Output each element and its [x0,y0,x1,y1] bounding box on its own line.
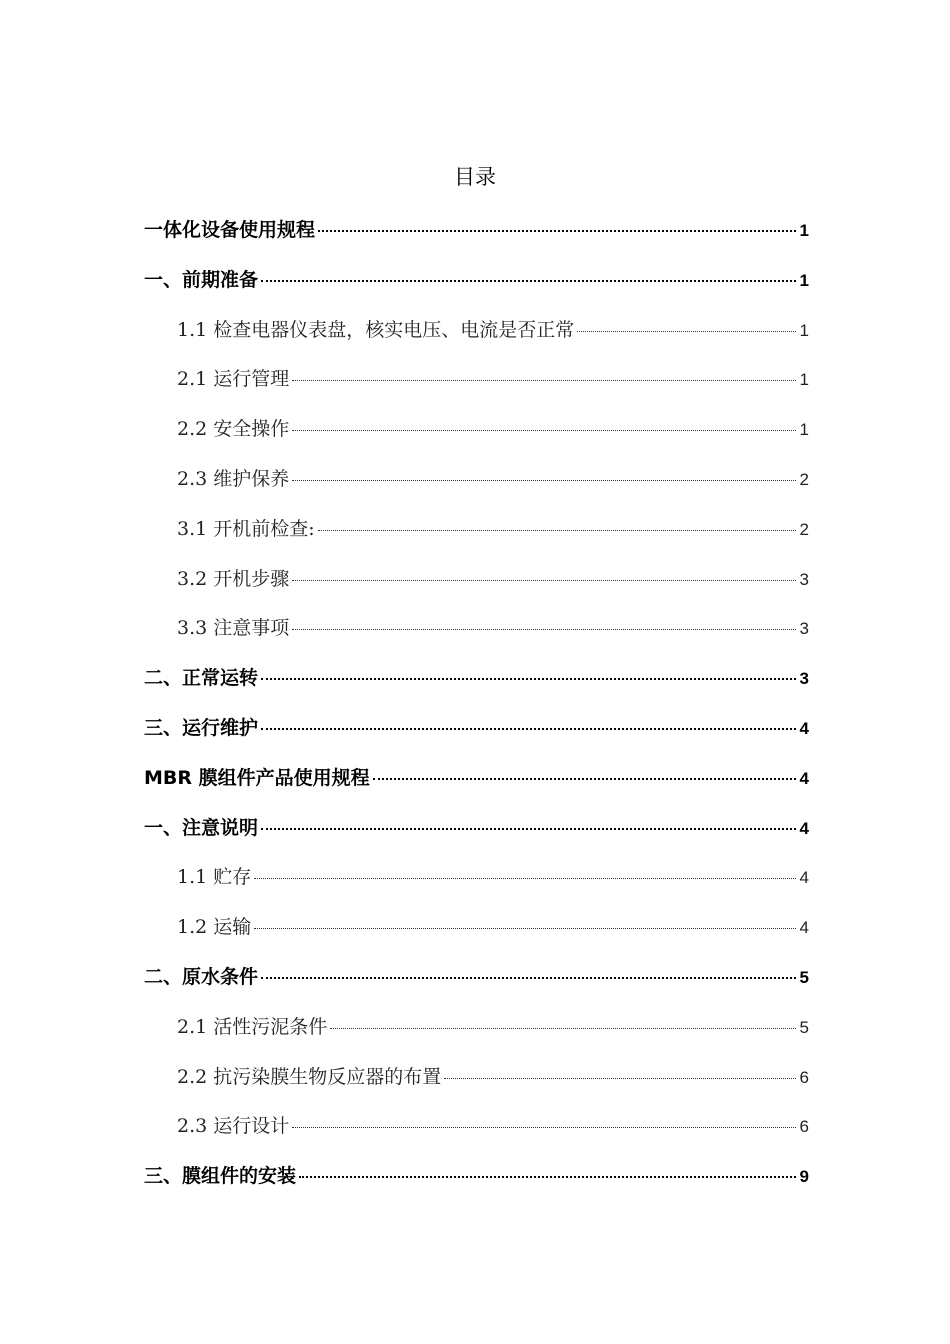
dot-leader [292,429,796,431]
toc-entry-label: 2.3 维护保养 [177,467,290,490]
dot-leader [330,1027,796,1029]
dot-leader [261,727,796,730]
dot-leader [292,579,796,581]
toc-entry[interactable] [144,805,809,855]
toc-entry-page: 3 [799,619,809,639]
toc-entry[interactable] [144,356,809,406]
toc-entry-label: 2.2 安全操作 [177,418,290,441]
dot-leader [261,677,796,680]
dot-leader [292,628,796,630]
toc-entry-page: 9 [799,1167,809,1187]
dot-leader [261,976,796,979]
toc-entry-page: 5 [799,967,809,987]
toc-entry[interactable] [144,655,809,705]
toc-entry-label: 3.3 注意事项 [177,617,290,640]
toc-entry[interactable] [144,605,809,655]
dot-leader [261,279,796,282]
toc-entry[interactable] [144,1103,809,1153]
toc-entry[interactable] [144,755,809,805]
dot-leader [254,877,796,879]
toc-entry-label: 一、前期准备 [144,268,259,291]
toc-entry-page: 4 [799,768,809,788]
toc-entry[interactable] [144,506,809,556]
toc-entry-page: 4 [799,868,809,888]
dot-leader [254,927,796,929]
dot-leader [292,479,796,481]
toc-entry-label: 一、注意说明 [144,816,259,839]
dot-leader [444,1077,796,1079]
dot-leader [577,330,796,332]
table-of-contents [144,207,809,1203]
toc-entry-page: 1 [799,420,809,440]
toc-entry-label: 二、正常运转 [144,667,259,690]
toc-entry[interactable] [144,1153,809,1203]
toc-entry[interactable] [144,1004,809,1054]
toc-entry-page: 4 [799,818,809,838]
toc-entry-label: 1.2 运输 [177,916,252,939]
toc-entry[interactable] [144,904,809,954]
toc-entry-page: 4 [799,918,809,938]
toc-entry-page: 1 [799,370,809,390]
toc-entry-label: 二、原水条件 [144,965,259,988]
toc-entry[interactable] [144,854,809,904]
toc-entry-label: 三、膜组件的安装 [144,1165,297,1188]
toc-entry-label: MBR 膜组件产品使用规程 [144,766,370,789]
toc-entry[interactable] [144,1054,809,1104]
dot-leader [261,827,796,830]
toc-entry-page: 4 [799,718,809,738]
dot-leader [292,379,796,381]
dot-leader [299,1175,796,1178]
toc-entry-label: 1.1 检查电器仪表盘，核实电压、电流是否正常 [177,318,575,341]
toc-entry-label: 三、运行维护 [144,716,259,739]
toc-entry[interactable] [144,954,809,1004]
toc-entry[interactable] [144,705,809,755]
toc-entry-page: 3 [799,669,809,689]
toc-entry-label: 2.1 活性污泥条件 [177,1015,328,1038]
toc-entry-page: 6 [799,1067,809,1087]
dot-leader [292,1126,796,1128]
toc-entry-page: 6 [799,1117,809,1137]
toc-entry-page: 5 [799,1017,809,1037]
toc-entry[interactable] [144,207,809,257]
toc-entry-page: 1 [799,221,809,240]
dot-leader [318,529,796,531]
toc-entry[interactable] [144,307,809,357]
dot-leader [318,229,796,232]
toc-entry-label: 1.1 贮存 [177,866,252,889]
toc-entry-page: 2 [799,469,809,489]
toc-entry-label: 3.1 开机前检查: [177,517,315,540]
toc-entry-label: 3.2 开机步骤 [177,567,290,590]
toc-entry-label: 2.3 运行设计 [177,1115,290,1138]
toc-entry[interactable] [144,406,809,456]
toc-entry[interactable] [144,257,809,307]
toc-title: 目录 [454,165,496,189]
toc-entry[interactable] [144,556,809,606]
toc-entry-label: 2.1 运行管理 [177,368,290,391]
toc-entry[interactable] [144,456,809,506]
toc-entry-label: 2.2 抗污染膜生物反应器的布置 [177,1065,442,1088]
toc-entry-page: 1 [799,270,809,290]
toc-entry-label: 一体化设备使用规程 [144,219,316,241]
dot-leader [373,777,796,780]
toc-entry-page: 1 [799,320,809,340]
toc-entry-page: 3 [799,569,809,589]
toc-entry-page: 2 [799,519,809,539]
